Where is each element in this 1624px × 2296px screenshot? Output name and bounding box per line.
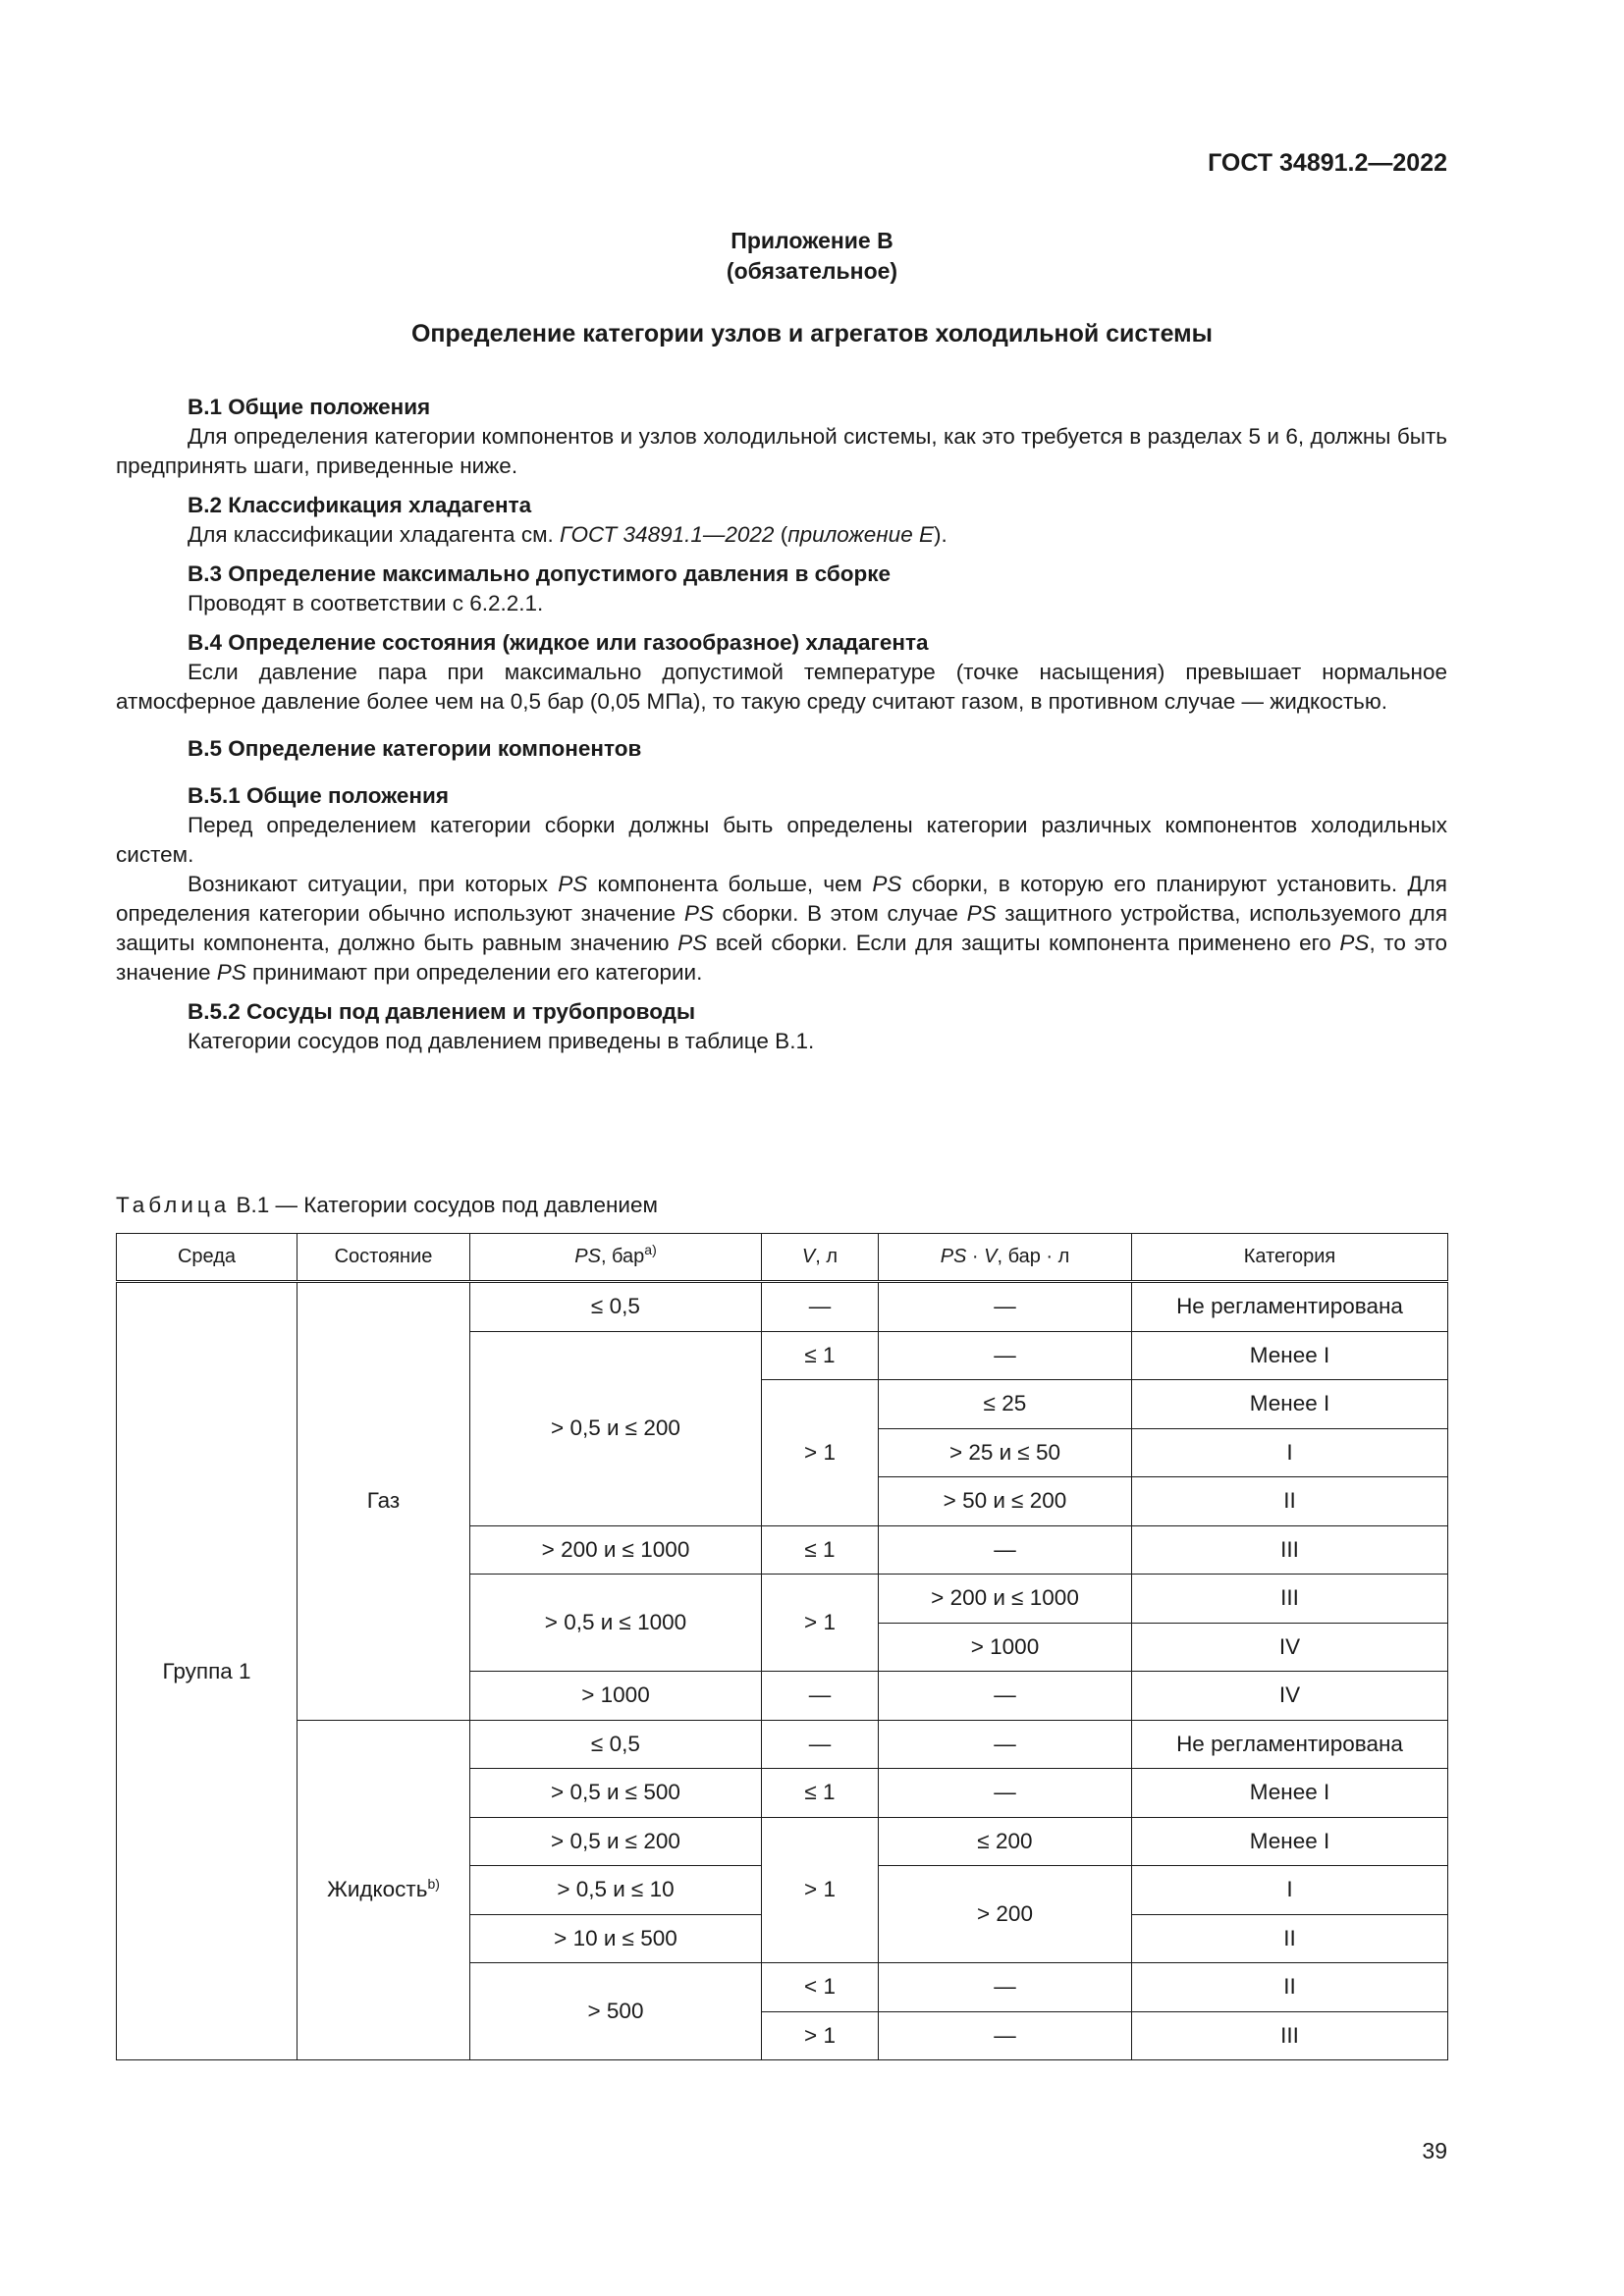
ps-v-cell: > 50 и ≤ 200 xyxy=(879,1477,1132,1526)
volume-cell: ≤ 1 xyxy=(762,1525,879,1575)
ps-cell: ≤ 0,5 xyxy=(470,1720,762,1769)
page-title: Определение категории узлов и агрегатов холодильной системы xyxy=(410,320,1213,347)
text-span: · xyxy=(966,1246,985,1267)
section-heading-b1: В.1 Общие положения xyxy=(188,395,431,419)
volume-cell: — xyxy=(762,1720,879,1769)
category-cell: III xyxy=(1132,1525,1448,1575)
volume-cell: > 1 xyxy=(762,1817,879,1963)
caption-text: В.1 — Категории сосудов под давлением xyxy=(230,1193,658,1217)
category-cell: III xyxy=(1132,1575,1448,1624)
ps-cell: > 200 и ≤ 1000 xyxy=(470,1525,762,1575)
category-cell: I xyxy=(1132,1866,1448,1915)
ps-v-cell: — xyxy=(879,1963,1132,2012)
paragraph-b2 xyxy=(116,520,1447,550)
ps-v-cell: > 200 xyxy=(879,1866,1132,1963)
header-ps-v xyxy=(879,1234,1132,1282)
ps-term: PS xyxy=(966,901,997,926)
category-cell: IV xyxy=(1132,1672,1448,1721)
ps-v-cell: > 25 и ≤ 50 xyxy=(879,1428,1132,1477)
category-cell: II xyxy=(1132,1477,1448,1526)
text-span: V xyxy=(984,1246,998,1267)
appendix-heading xyxy=(0,226,1624,287)
text-span: , бар xyxy=(600,1246,645,1267)
category-cell: III xyxy=(1132,2011,1448,2060)
text-span: , то это значение xyxy=(116,931,1447,985)
ps-v-cell: — xyxy=(879,1282,1132,1332)
ps-term: PS xyxy=(683,901,714,926)
standard-reference-link[interactable]: ГОСТ 34891.1—2022 xyxy=(560,522,775,547)
volume-cell: > 1 xyxy=(762,2011,879,2060)
table-row xyxy=(117,1282,1448,1332)
section-heading-b4: В.4 Определение состояния (жидкое или газообразное) хладагента xyxy=(188,630,929,655)
category-cell: IV xyxy=(1132,1623,1448,1672)
ps-term: PS xyxy=(558,872,588,896)
category-cell: II xyxy=(1132,1914,1448,1963)
ps-term: PS xyxy=(677,931,708,955)
paragraph-b52: Категории сосудов под давлением приведены в таблице В.1. xyxy=(188,1029,815,1053)
text-span: V xyxy=(801,1246,816,1267)
appendix-status: (обязательное) xyxy=(726,258,898,284)
header-volume xyxy=(762,1234,879,1282)
header-category: Категория xyxy=(1132,1234,1448,1282)
category-cell: Менее I xyxy=(1132,1380,1448,1429)
ps-cell: > 10 и ≤ 500 xyxy=(470,1914,762,1963)
ps-v-cell: ≤ 25 xyxy=(879,1380,1132,1429)
text-span: ( xyxy=(774,522,788,547)
text-span: Возникают ситуации, при которых xyxy=(188,872,559,896)
text-span: , л xyxy=(815,1246,839,1267)
appendix-label: Приложение В xyxy=(731,228,893,253)
section-heading-b3: В.3 Определение максимально допустимого давления в сборке xyxy=(188,561,892,586)
volume-cell: — xyxy=(762,1672,879,1721)
ps-cell: > 0,5 и ≤ 10 xyxy=(470,1866,762,1915)
ps-cell: > 0,5 и ≤ 200 xyxy=(470,1331,762,1525)
category-cell: Менее I xyxy=(1132,1331,1448,1380)
ps-v-cell: > 200 и ≤ 1000 xyxy=(879,1575,1132,1624)
ps-cell: > 500 xyxy=(470,1963,762,2060)
section-heading-b51: В.5.1 Общие положения xyxy=(188,783,449,808)
appendix-reference-link[interactable]: приложение Е xyxy=(787,522,934,547)
category-cell: Не регламентирована xyxy=(1132,1720,1448,1769)
text-span: PS xyxy=(940,1246,967,1267)
category-cell: Не регламентирована xyxy=(1132,1282,1448,1332)
state-cell-liquid xyxy=(298,1720,470,2060)
footnote-marker: b) xyxy=(427,1876,440,1893)
ps-term: PS xyxy=(1339,931,1370,955)
category-cell: II xyxy=(1132,1963,1448,2012)
text-span: всей сборки. Если для защиты компонента применено его xyxy=(707,931,1340,955)
table-header-row xyxy=(117,1234,1448,1282)
table-row xyxy=(117,1720,1448,1769)
paragraph-b3: Проводят в соответствии с 6.2.2.1. xyxy=(188,591,544,615)
page-number: 39 xyxy=(1422,2138,1447,2163)
volume-cell: > 1 xyxy=(762,1575,879,1672)
state-cell-gas: Газ xyxy=(298,1282,470,1721)
ps-cell: > 0,5 и ≤ 1000 xyxy=(470,1575,762,1672)
section-heading-b5: В.5 Определение категории компонентов xyxy=(188,736,642,761)
body-text xyxy=(116,393,1447,1056)
medium-cell: Группа 1 xyxy=(117,1282,298,2060)
category-cell: Менее I xyxy=(1132,1817,1448,1866)
paragraph-b51-1: Перед определением категории сборки должны быть определены категории различных компонентов холодильных систем. xyxy=(116,813,1447,867)
paragraph-b1: Для определения категории компонентов и узлов холодильной системы, как это требуется в разделах 5 и 6, должны быть предпринять шаги, приведенные ниже. xyxy=(116,424,1447,478)
caption-label: Таблица xyxy=(116,1193,231,1217)
text-span: PS xyxy=(574,1246,601,1267)
ps-v-cell: — xyxy=(879,1331,1132,1380)
text-span: защитного устройства, используемого для защиты компонента, должно быть равным значению xyxy=(116,901,1447,955)
text-span: Для классификации хладагента см. xyxy=(188,522,561,547)
ps-v-cell: > 1000 xyxy=(879,1623,1132,1672)
category-cell: Менее I xyxy=(1132,1769,1448,1818)
ps-term: PS xyxy=(216,960,246,985)
text-span: сборки, в которую его планируют установить. Для определения категории обычно используют значение xyxy=(116,872,1447,926)
header-state: Состояние xyxy=(298,1234,470,1282)
ps-cell: > 0,5 и ≤ 500 xyxy=(470,1769,762,1818)
volume-cell: > 1 xyxy=(762,1380,879,1526)
text-span: компонента больше, чем xyxy=(587,872,873,896)
standard-number: ГОСТ 34891.2—2022 xyxy=(1208,149,1447,177)
table-caption xyxy=(116,1193,658,1218)
text-span: ). xyxy=(933,522,947,547)
section-heading-b52: В.5.2 Сосуды под давлением и трубопроводы xyxy=(188,999,696,1024)
volume-cell: ≤ 1 xyxy=(762,1331,879,1380)
text-span: принимают при определении его категории. xyxy=(245,960,703,985)
ps-cell: ≤ 0,5 xyxy=(470,1282,762,1332)
category-cell: I xyxy=(1132,1428,1448,1477)
paragraph-b51-2 xyxy=(116,870,1447,988)
volume-cell: < 1 xyxy=(762,1963,879,2012)
ps-v-cell: — xyxy=(879,1525,1132,1575)
text-span: Жидкость xyxy=(327,1877,428,1902)
section-heading-b2: В.2 Классификация хладагента xyxy=(188,493,532,517)
ps-v-cell: ≤ 200 xyxy=(879,1817,1132,1866)
text-span: , бар · л xyxy=(997,1246,1070,1267)
volume-cell: — xyxy=(762,1282,879,1332)
ps-v-cell: — xyxy=(879,2011,1132,2060)
ps-v-cell: — xyxy=(879,1720,1132,1769)
ps-term: PS xyxy=(872,872,902,896)
paragraph-b4: Если давление пара при максимально допустимой температуре (точке насыщения) превышает нормальное атмосферное давление более чем на 0,5 бар (0,05 МПа), то такую среду считают газом, в противном случае — жидкостью. xyxy=(116,660,1447,714)
ps-v-cell: — xyxy=(879,1672,1132,1721)
pressure-vessel-category-table xyxy=(116,1233,1448,2060)
header-ps xyxy=(470,1234,762,1282)
text-span: сборки. В этом случае xyxy=(713,901,967,926)
ps-v-cell: — xyxy=(879,1769,1132,1818)
ps-cell: > 1000 xyxy=(470,1672,762,1721)
ps-cell: > 0,5 и ≤ 200 xyxy=(470,1817,762,1866)
volume-cell: ≤ 1 xyxy=(762,1769,879,1818)
footnote-marker: a) xyxy=(644,1242,657,1257)
header-medium: Среда xyxy=(117,1234,298,1282)
